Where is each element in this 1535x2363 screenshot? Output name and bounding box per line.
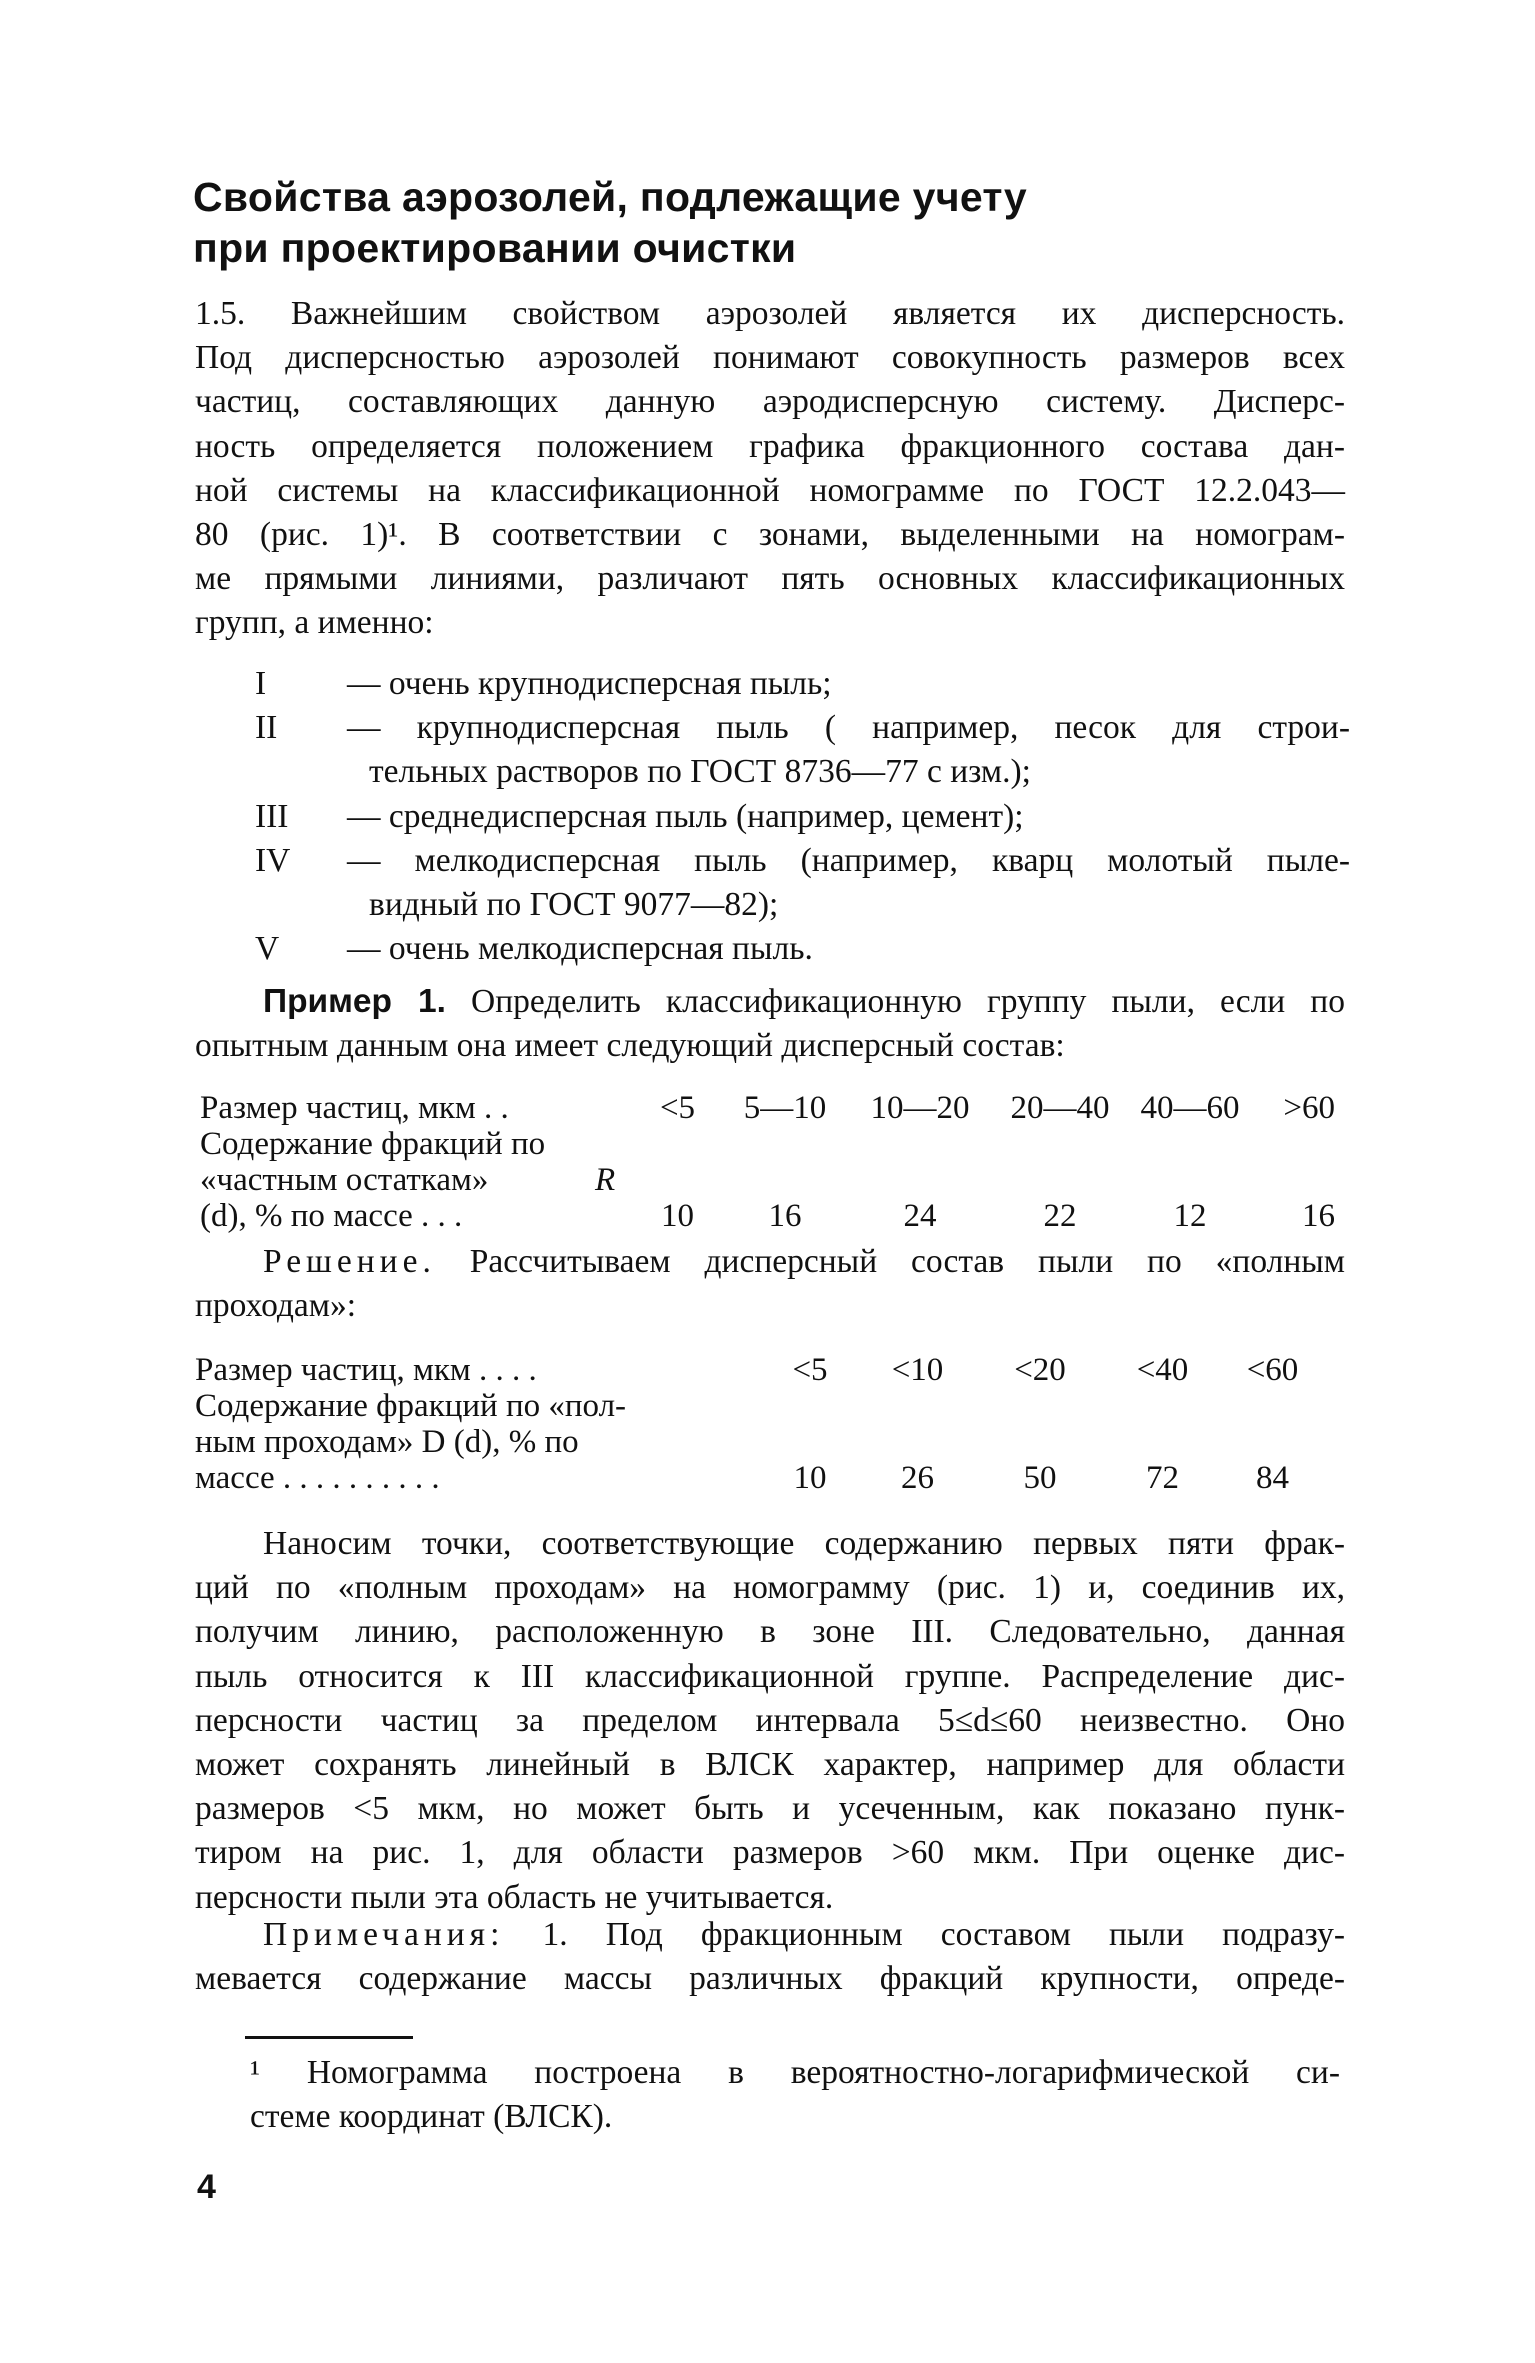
table-cell: >60 [1283,1090,1335,1126]
group-text: — среднедисперсная пыль (например, цемент); [347,797,1024,835]
group-text-cont: тельных растворов по ГОСТ 8736—77 с изм.); [369,753,1031,791]
table-cell: 10—20 [870,1090,970,1126]
symbol-r: R [595,1162,616,1198]
group-number: I [255,665,267,702]
table-cell: <5 [659,1090,696,1126]
text-line: Под дисперсностью аэрозолей понимают совокупность размеров всех [195,339,1345,377]
text-line: Наносим точки, соответствующие содержанию первых пяти фрак- [263,1525,1345,1562]
table-cell: <20 [1014,1352,1066,1388]
row-label: ным проходам» D (d), % по [195,1424,579,1460]
table-cell: 5—10 [743,1090,827,1126]
table-row [195,1352,1335,1388]
group-text: — мелкодисперсная пыль (например, кварц молотый пыле- [347,841,1350,879]
row-label: Содержание фракций по «пол- [195,1388,627,1424]
text-line: проходам»: [195,1287,357,1325]
text-line: ность определяется положением графика фракционного состава дан- [195,427,1345,465]
table-cell: 24 [903,1198,937,1234]
text-line [195,1913,1345,1957]
text-line: групп, а именно: [195,604,434,642]
text-line: мевается содержание массы различных фракций крупности, опреде- [195,1960,1345,1998]
list-item [255,662,1350,706]
table-row [195,1388,1335,1424]
table-row [195,1460,1335,1496]
text-line: 1.5. Важнейшим свойством аэрозолей является их дисперсность. [195,295,1345,332]
solution-text: Рассчитываем дисперсный состав пыли по «полным [435,1243,1345,1280]
text-line [195,1240,1345,1284]
table-cell: <5 [792,1352,828,1388]
group-number: IV [255,841,291,879]
group-text: — очень крупнодисперсная пыль; [347,665,832,702]
example-paragraph [195,980,1345,1068]
solution-paragraph [195,1240,1345,1328]
table-cell: 10 [793,1460,827,1496]
table-cell: 16 [1302,1198,1335,1234]
text-line [195,980,1345,1024]
table-partial-residues [200,1090,1335,1234]
table-cell: 84 [1256,1460,1289,1496]
table-cell: 26 [901,1460,934,1496]
text-line: ме прямыми линиями, различают пять основных классификационных [195,560,1345,598]
table-cell: <10 [891,1352,944,1388]
heading-line-1: Свойства аэрозолей, подлежащие учету [193,174,1027,220]
table-row [200,1198,1335,1234]
row-label: массе . . . . . . . . . . [195,1460,440,1496]
row-label: (d), % по массе . . . [200,1198,463,1234]
table-cell: 40—60 [1140,1090,1240,1126]
group-number: V [255,930,280,968]
list-item [255,795,1350,839]
footnote-line: ¹ Номограмма построена в вероятностно-логарифмической си- [250,2054,1340,2091]
group-number: III [255,797,289,835]
group-number: II [255,709,278,747]
list-item [255,839,1350,927]
row-label: «частным остаткам» [200,1162,489,1198]
table-row [195,1424,1335,1460]
table-cell: 22 [1043,1198,1077,1234]
row-label: Содержание фракций по [200,1126,546,1162]
text-line: 80 (рис. 1)¹. В соответствии с зонами, выделенными на номограм- [195,516,1345,554]
example-label: Пример 1. [263,983,446,1020]
notes-paragraph [195,1913,1345,2001]
text-line: пыль относится к III классификационной группе. Распределение дис- [195,1657,1345,1695]
text-line: тиром на рис. 1, для области размеров >60 мкм. При оценке дис- [195,1834,1345,1872]
list-item [255,706,1350,794]
table-cell: 50 [1023,1460,1057,1496]
paragraph-conclusion [195,1522,1345,1920]
footnote-divider [245,2036,413,2039]
table-cell: 16 [768,1198,802,1234]
text-line: персности пыли эта область не учитывается. [195,1878,834,1916]
solution-label: Решение. [263,1243,436,1280]
group-list [255,662,1350,971]
table-full-passes [195,1352,1335,1496]
text-line: опытным данным она имеет следующий дисперсный состав: [195,1027,1065,1065]
paragraph-1-5 [195,292,1345,646]
footnote-line: стеме координат (ВЛСК). [250,2098,613,2135]
text-line: частиц, составляющих данную аэродисперсную систему. Дисперс- [195,383,1345,421]
example-text: Определить классификационную группу пыли, если по [445,983,1345,1020]
group-text-cont: видный по ГОСТ 9077—82); [369,886,779,924]
table-cell: 12 [1173,1198,1207,1234]
notes-label: Примечания: [263,1916,505,1953]
section-heading [193,172,1343,274]
text-line: размеров <5 мкм, но может быть и усеченным, как показано пунк- [195,1790,1345,1828]
row-label: Размер частиц, мкм . . . . [195,1352,537,1388]
text-line: ной системы на классификационной номограмме по ГОСТ 12.2.043— [195,471,1345,509]
group-text: — крупнодисперсная пыль ( например, песок для строи- [347,709,1350,747]
heading-line-2: при проектировании очистки [193,225,797,271]
table-cell: <40 [1136,1352,1189,1388]
table-cell: 20—40 [1010,1090,1110,1126]
table-cell: <60 [1246,1352,1299,1388]
text-line: ций по «полным проходам» на номограмму (рис. 1) и, соединив их, [195,1569,1345,1607]
table-row [200,1090,1335,1126]
text-line: персности частиц за пределом интервала 5≤d≤60 неизвестно. Оно [195,1701,1345,1739]
table-row [200,1126,1335,1162]
table-row [200,1162,1335,1198]
footnote [250,2051,1340,2139]
text-line: может сохранять линейный в ВЛСК характер, например для области [195,1746,1345,1784]
table-cell: 10 [661,1198,694,1234]
notes-text: 1. Под фракционным составом пыли подразу- [504,1916,1345,1953]
page-number: 4 [197,2168,216,2206]
table-cell: 72 [1146,1460,1179,1496]
text-line: получим линию, расположенную в зоне III. Следовательно, данная [195,1613,1345,1651]
group-text: — очень мелкодисперсная пыль. [347,930,813,968]
list-item [255,927,1350,971]
row-label: Размер частиц, мкм . . [200,1090,509,1126]
